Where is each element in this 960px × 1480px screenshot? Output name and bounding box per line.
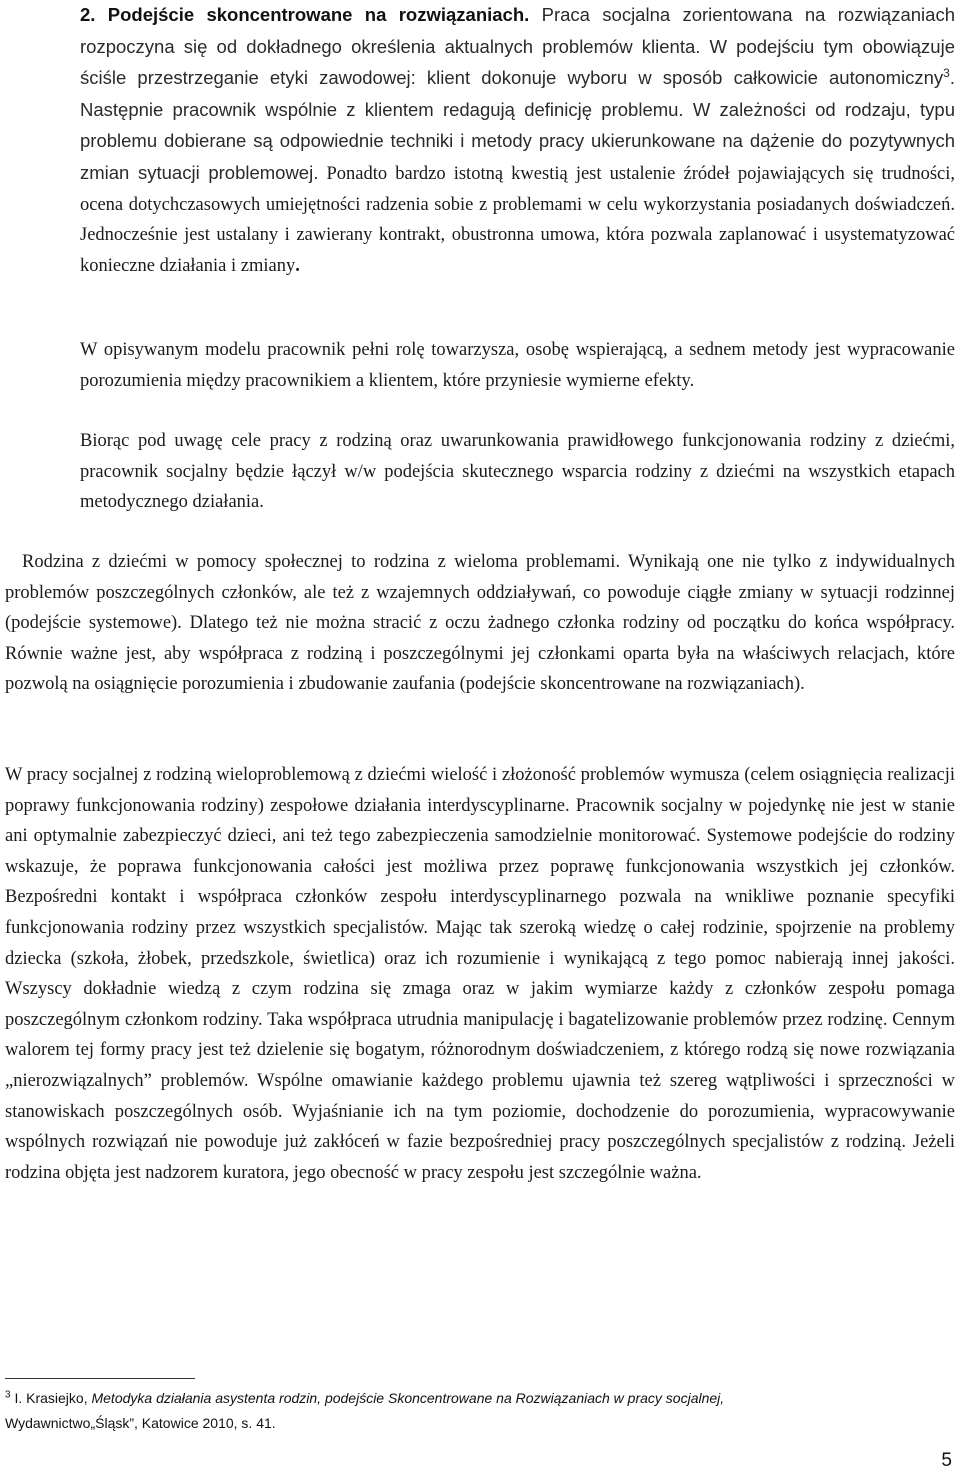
footnote (5, 1386, 945, 1436)
page-number: 5 (941, 1450, 952, 1471)
footnote-publisher: Wydawnictwo„Śląsk”, Katowice 2010, s. 41. (5, 1415, 276, 1431)
footnote-title: Metodyka działania asystenta rodzin, podejście Skoncentrowane na Rozwiązaniach w pracy socjalnej, (91, 1390, 725, 1406)
paragraph-text: Rodzina z dziećmi w pomocy społecznej to rodzina z wieloma problemami. Wynikają one nie tylko z indywidualnych problemów poszczególnych członków, ale też z wzajemnych oddziaływań, co powoduje ciągłe zmiany w sytuacji rodzinnej (podejście systemowe). Dlatego też nie można stracić z oczu żadnego członka rodziny od początku do końca współpracy. Równie ważne jest, aby współpraca z rodziną i poszczególnymi jej członkami oparta była na właściwych relacjach, które pozwolą na osiągnięcie porozumienia i zbudowanie zaufania (podejście skoncentrowane na rozwiązaniach). (5, 552, 955, 695)
footnote-reference: 3 (943, 66, 950, 81)
paragraph-interdisciplinary (5, 760, 955, 1188)
paragraph-goals (80, 426, 955, 518)
footnote-number: 3 (5, 1389, 11, 1401)
paragraph-family-problems (5, 547, 955, 700)
section-solution-focused (80, 0, 955, 281)
section-text-1: Praca socjalna zorientowana na rozwiązaniach rozpoczyna się od dokładnego określenia aktualnych problemów klienta. W podejściu tym obowiązuje ściśle przestrzeganie etyki zawodowej: klient dokonuje wyboru w sposób całkowicie autonomiczny (80, 4, 955, 89)
section-text-3: Ponadto bardzo istotną kwestią jest ustalenie źródeł pojawiających się trudności, ocena dotychczasowych umiejętności radzenia sobie z problemami w celu wykorzystania posiadanych doświadczeń. Jednocześnie jest ustalany i zawierany kontrakt, obustronna umowa, która pozwala zaplanować i usystematyzować konieczne działania i zmiany (80, 163, 956, 276)
footnote-author: I. Krasiejko, (10, 1390, 92, 1406)
footnote-divider (5, 1378, 195, 1379)
paragraph-model (80, 335, 955, 396)
paragraph-text: W pracy socjalnej z rodziną wieloproblemową z dziećmi wielość i złożoność problemów wymusza (celem osiągnięcia realizacji poprawy funkcjonowania rodziny) zespołowe działania interdyscyplinarne. Pracownik socjalny w pojedynkę nie jest w stanie ani optymalnie zabezpieczyć dzieci, ani też tego zabezpieczenia samodzielnie monitorować. Systemowe podejście do rodziny wskazuje, że poprawa funkcjonowania całości jest możliwa przez poprawę funkcjonowania wszystkich jej członków. Bezpośredni kontakt i współpraca członków zespołu interdyscyplinarnego pozwala na wnikliwe poznanie specyfiki funkcjonowania rodziny przez wszystkich specjalistów. Mając tak szeroką wiedzę o całej rodzinie, spojrzenie na problemy dziecka (szkoła, żłobek, przedszkole, świetlica) oraz ich rozumienie i wynikającą z tego pomoc nabierają innej jakości. Wszyscy dokładnie wiedzą z czym rodzina się zmaga oraz w jakim wymiarze każdy z członków zespołu pomaga poszczególnym członkom rodziny. Taka współpraca utrudnia manipulację i bagatelizowanie problemów przez rodzinę. Cennym walorem tej formy pracy jest też dzielenie się bogatym, różnorodnym doświadczeniem, z którego rodzą się nowe rozwiązania „nierozwiązalnych” problemów. Wspólne omawianie każdego problemu ujawnia też szereg wątpliwości i sprzeczności w stanowiskach poszczególnych osób. Wyjaśnianie ich na tym poziomie, dochodzenie do porozumienia, wypracowywanie wspólnych rozwiązań nie powoduje już zakłóceń w fazie bezpośredniej pracy poszczególnych specjalistów z rodziną. Jeżeli rodzina objęta jest nadzorem kuratora, jego obecność w pracy zespołu jest szczególnie ważna. (5, 765, 955, 1183)
section-heading: 2. Podejście skoncentrowane na rozwiązaniach. (80, 4, 530, 25)
section-text-2: . Następnie pracownik wspólnie z klientem redagują definicję problemu. W zależności od rodzaju, typu problemu dobierane są odpowiednie techniki i metody pracy ukierunkowane na dążenie do pozytywnych zmian sytuacji problemowej. (80, 67, 955, 183)
section-text-3-end: . (295, 255, 300, 276)
paragraph-text: Biorąc pod uwagę cele pracy z rodziną oraz uwarunkowania prawidłowego funkcjonowania rodziny z dziećmi, pracownik socjalny będzie łączył w/w podejścia skutecznego wsparcia rodziny z dziećmi na wszystkich etapach metodycznego działania. (80, 431, 955, 513)
section-paragraph (80, 0, 955, 281)
paragraph-text: W opisywanym modelu pracownik pełni rolę towarzysza, osobę wspierającą, a sednem metody jest wypracowanie porozumienia między pracownikiem a klientem, które przyniesie wymierne efekty. (80, 340, 955, 391)
